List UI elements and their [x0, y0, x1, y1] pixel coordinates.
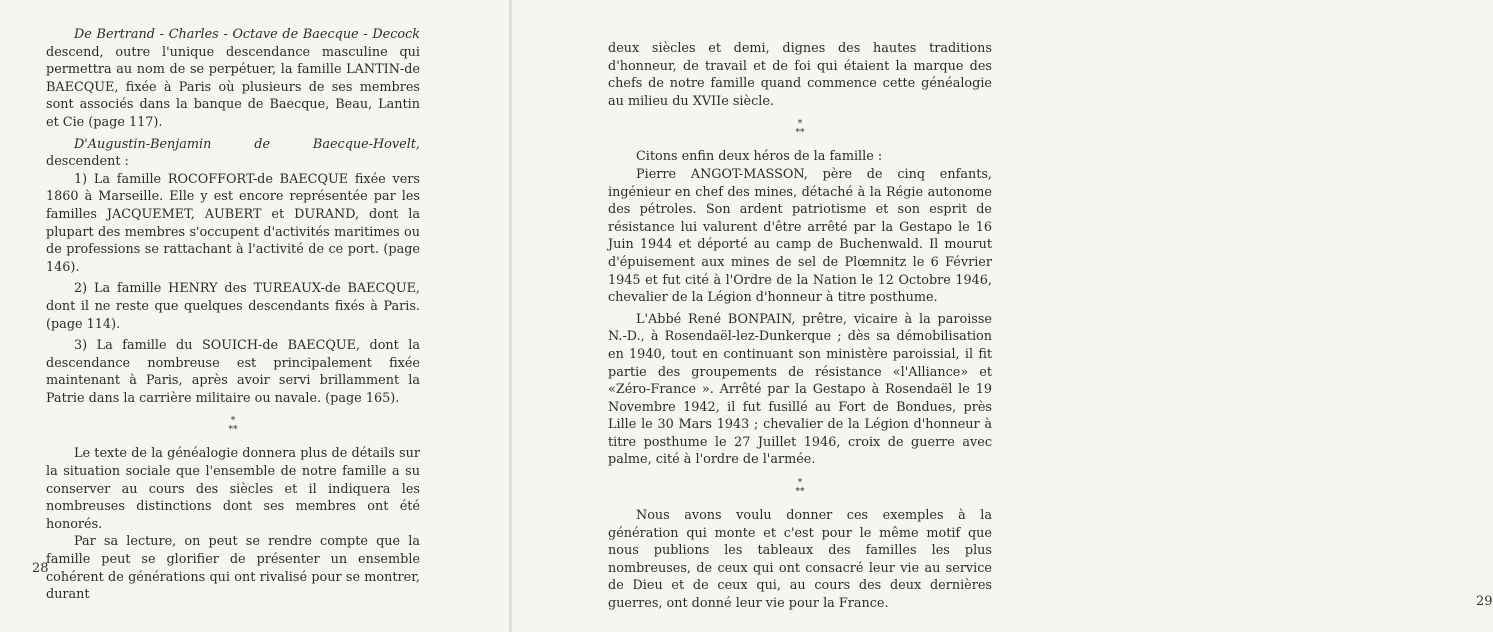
paragraph-body-bertrand: descend, outre l'unique descendance masculine qui permettra au nom de se perpétuer, la famille LANTIN-de BAECQUE, fixée à Paris où plusieurs de ses membres sont associés dans la banque de Baecque, Beau, Lantin et Cie (page 117). [46, 44, 420, 130]
page-number-right: 29 [1476, 594, 1493, 609]
paragraph-lead-augustin: D'Augustin-Benjamin de Baecque-Hovelt, [74, 136, 420, 152]
paragraph-heros: Citons enfin deux héros de la famille : [636, 149, 883, 165]
paragraph-bonpain: L'Abbé René BONPAIN, prêtre, vicaire à la paroisse N.-D., à Rosendaël-lez-Dunkerque ; dès sa démobilisation en 1940, tout en continuant son ministère paroissial, il fit partie des groupements de résistance «l'Alliance» et «Zéro-France ». Arrêté par la Gestapo à Rosendaël le 19 Novembre 1942, il fut fusillé au Fort de Bondues, près Lille le 30 Mars 1943 ; chevalier de la Légion d'honneur à titre posthume le 27 Juillet 1946, croix de guerre avec palme, cité à l'ordre de l'armée. [608, 311, 992, 468]
star-ornament-top: * [797, 478, 803, 489]
left-page [0, 0, 510, 632]
paragraph-rocoffort: 1) La famille ROCOFFORT-de BAECQUE fixée vers 1860 à Marseille. Elle y est encore représentée par les familles JACQUEMET, AUBERT et DURAND, dont la plupart des membres s'occupent d'activités maritimes ou de professions se rattachant à l'activité de ce port. (page 146). [46, 171, 420, 275]
star-ornament [46, 417, 420, 435]
star-ornament [608, 120, 992, 138]
star-ornament-bottom: ** [795, 128, 805, 139]
page-number-left: 28 [32, 561, 49, 576]
paragraph-body-augustin: descendent : [46, 154, 129, 170]
paragraph-souich: 3) La famille du SOUICH-de BAECQUE, dont la descendance nombreuse est principalement fixée maintenant à Paris, après avoir servi brillamment la Patrie dans la carrière militaire ou navale. (page 165). [46, 338, 420, 406]
paragraph-augustin [46, 136, 420, 171]
left-text-column [46, 26, 420, 604]
paragraph-lecture: Par sa lecture, on peut se rendre compte que la famille peut se glorifier de présenter un ensemble cohérent de générations qui ont rivalisé pour se montrer, durant [46, 534, 420, 603]
paragraph-deux-siecles: deux siècles et demi, dignes des hautes traditions d'honneur, de travail et de foi qui étaient la marque des chefs de notre famille quand commence cette généalogie au milieu du XVIIe siècle. [608, 41, 992, 109]
right-text-column [608, 40, 992, 613]
right-page [512, 0, 1493, 632]
star-ornament-top: * [230, 416, 236, 427]
paragraph-exemples: Nous avons voulu donner ces exemples à la génération qui monte et c'est pour le même motif que nous publions les tableaux des familles les plus nombreuses, de ceux qui ont consacré leur vie au service de Dieu et de ceux qui, au cours des deux dernières guerres, ont donné leur vie pour la France. [608, 508, 992, 612]
star-ornament-bottom: ** [795, 487, 805, 498]
star-ornament-top: * [797, 119, 803, 130]
star-ornament-bottom: ** [228, 425, 238, 436]
paragraph-henry: 2) La famille HENRY des TUREAUX-de BAECQUE, dont il ne reste que quelques descendants fixés à Paris. (page 114). [46, 281, 420, 332]
paragraph-angot-masson: Pierre ANGOT-MASSON, père de cinq enfants, ingénieur en chef des mines, détaché à la Régie autonome des pétroles. Son ardent patriotisme et son esprit de résistance lui valurent d'être arrêté par la Gestapo le 16 Juin 1944 et déporté au camp de Buchenwald. Il mourut d'épuisement aux mines de sel de Plœmnitz le 6 Février 1945 et fut cité à l'Ordre de la Nation le 12 Octobre 1946, chevalier de la Légion d'honneur à titre posthume. [608, 166, 992, 306]
paragraph-genealogie: Le texte de la généalogie donnera plus de détails sur la situation sociale que l'ensemble de notre famille a su conserver au cours des siècles et il indiquera les nombreuses distinctions dont ses membres ont été honorés. [46, 446, 420, 532]
star-ornament [608, 479, 992, 497]
paragraph-bertrand [46, 26, 420, 132]
paragraph-lead-bertrand: De Bertrand - Charles - Octave de Baecque - Decock [74, 27, 420, 42]
